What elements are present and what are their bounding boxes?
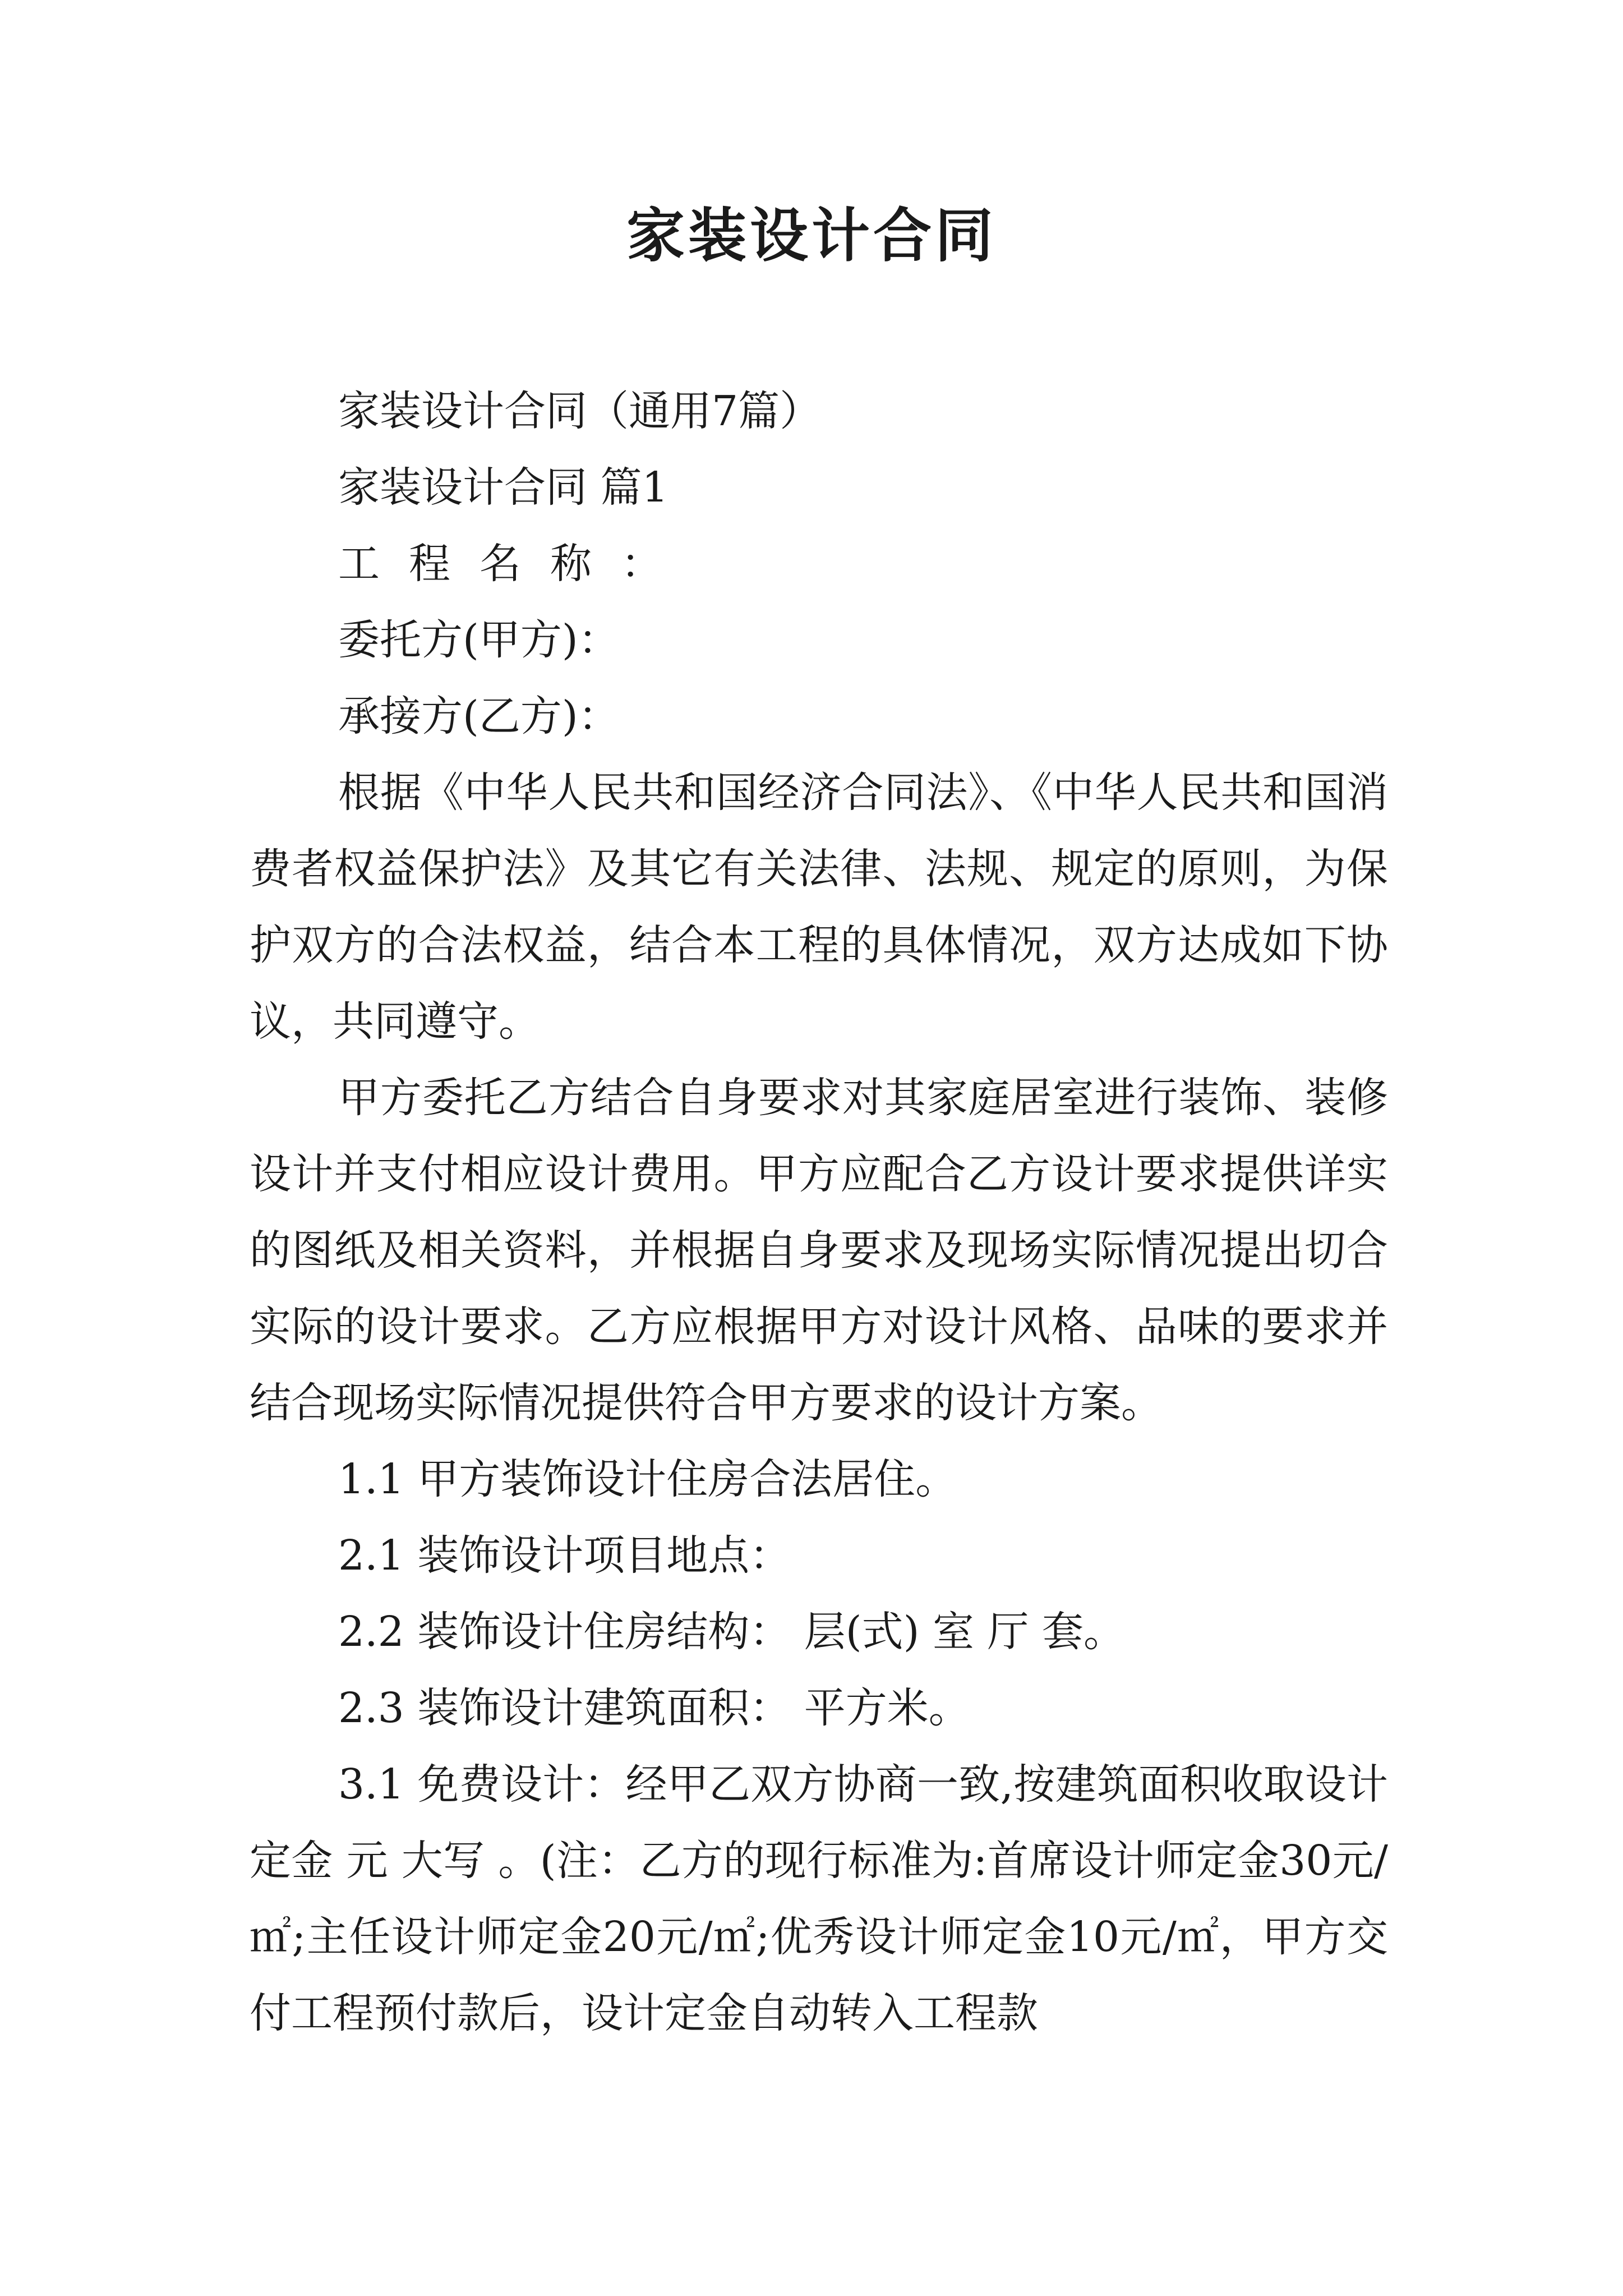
client-party-field: 委托方(甲方)： [338,616,620,664]
clause-2-3: 2.3 装饰设计建筑面积： 平方米。 [338,1684,970,1732]
project-name-field: 工程名称： [338,540,691,588]
clause-3-1: 3.1 免费设计：经甲乙双方协商一致,按建筑面积收取设计定金 元 大写 。(注：乙方的现行标准为:首席设计师定金30元/㎡;主任设计师定金20元/㎡;优秀设计师定金10元/㎡，甲方交付工程预付款后，设计定金自动转入工程款 [250,1760,1388,2037]
contractor-party-field: 承接方(乙方)： [338,692,620,740]
document-subtitle: 家装设计合同（通用7篇） [338,387,822,435]
legal-basis-paragraph: 根据《中华人民共和国经济合同法》、《中华人民共和国消费者权益保护法》及其它有关法律、法规、规定的原则，为保护双方的合法权益，结合本工程的具体情况，双方达成如下协议，共同遵守。 [250,769,1388,1046]
clause-2-1: 2.1 装饰设计项目地点： [338,1531,791,1580]
clause-1-1: 1.1 甲方装饰设计住房合法居住。 [338,1455,957,1503]
scope-paragraph: 甲方委托乙方结合自身要求对其家庭居室进行装饰、装修设计并支付相应设计费用。甲方应配合乙方设计要求提供详实的图纸及相关资料，并根据自身要求及现场实际情况提出切合实际的设计要求。乙方应根据甲方对设计风格、品味的要求并结合现场实际情况提供符合甲方要求的设计方案。 [250,1074,1388,1427]
document-title: 家装设计合同 [626,201,997,270]
clause-2-2: 2.2 装饰设计住房结构： 层(式) 室 厅 套。 [338,1608,1126,1656]
document-body [250,373,1388,2051]
section-heading: 家装设计合同 篇1 [338,463,668,512]
